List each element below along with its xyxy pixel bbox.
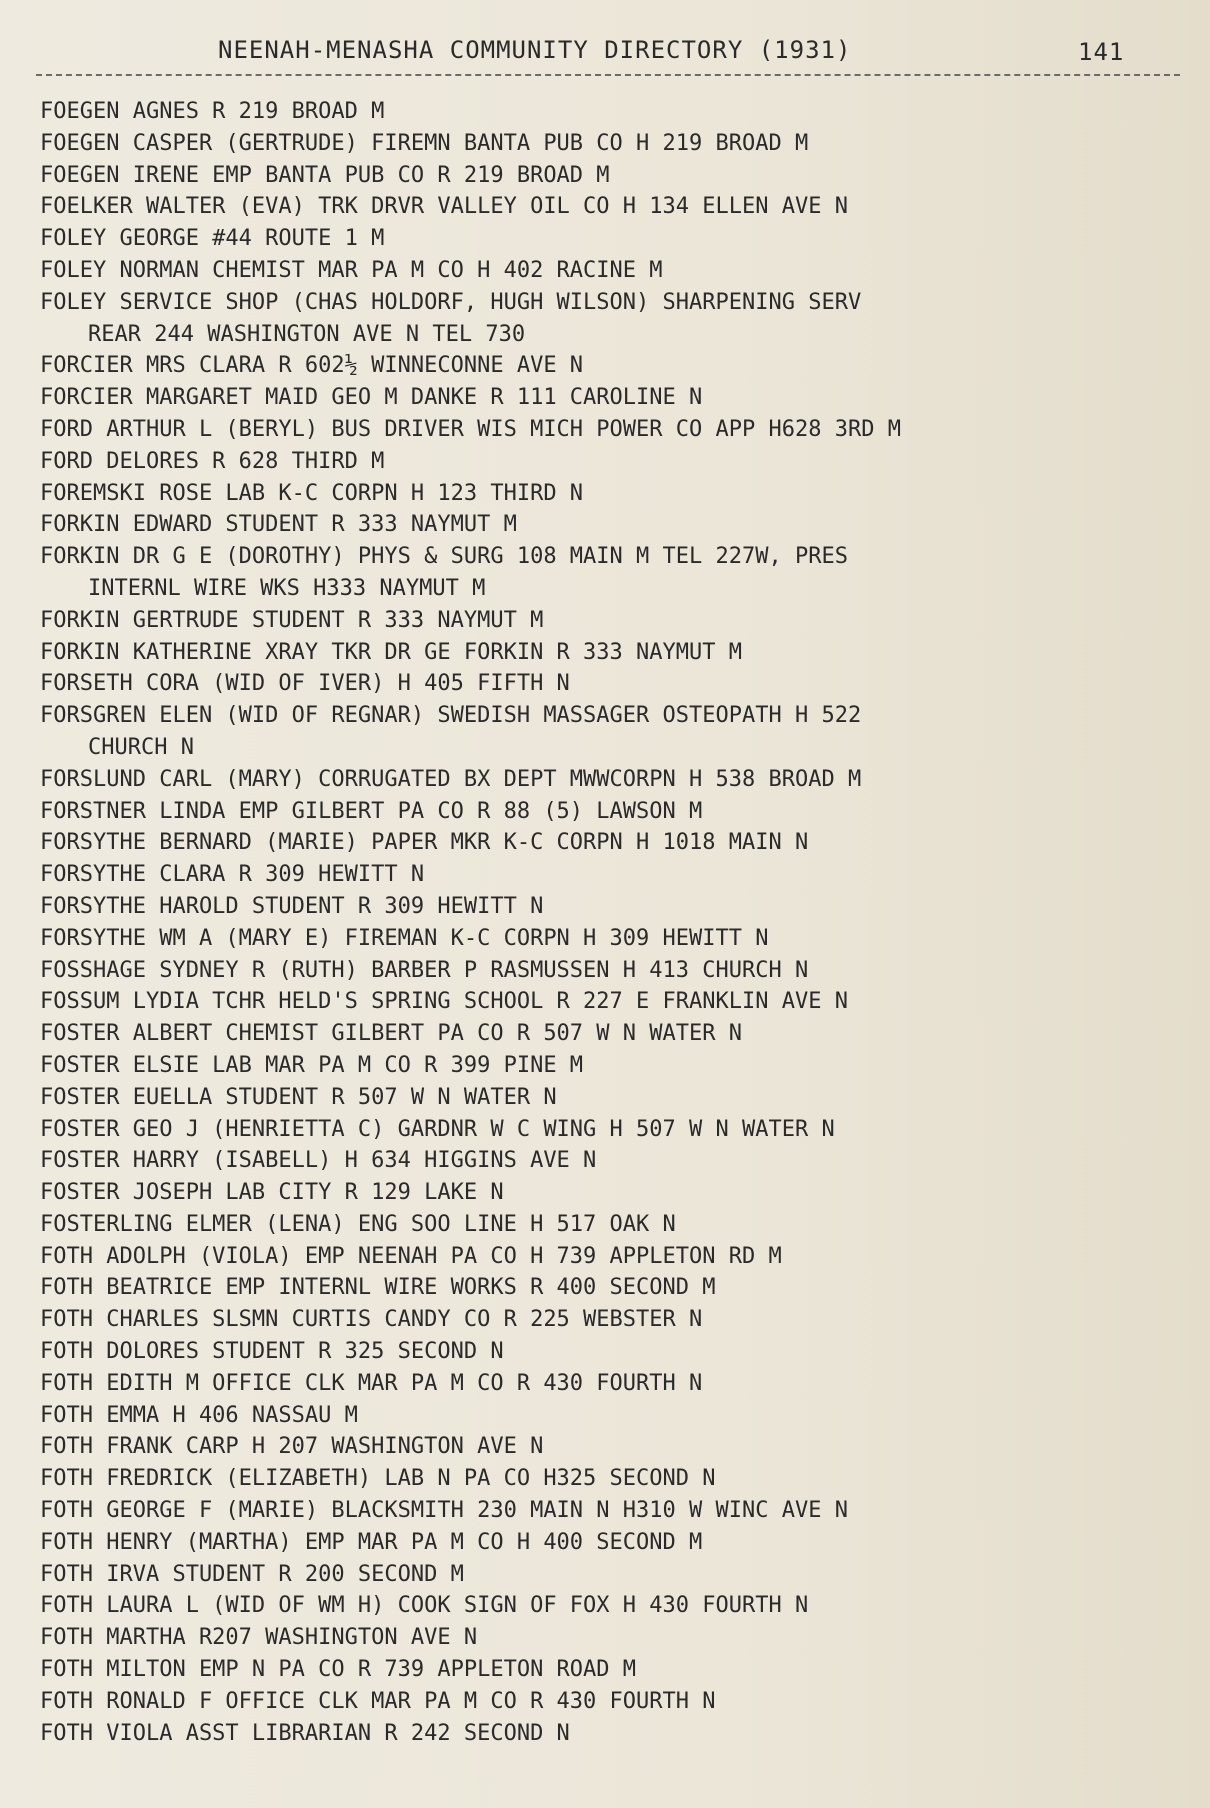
directory-entry: FOTH RONALD F OFFICE CLK MAR PA M CO R 430 FOURTH N (40, 1688, 716, 1714)
directory-entry: FORSYTHE WM A (MARY E) FIREMAN K-C CORPN H 309 HEWITT N (40, 925, 769, 951)
directory-entry: FOREMSKI ROSE LAB K-C CORPN H 123 THIRD N (40, 480, 584, 506)
directory-entry: FOSTER EUELLA STUDENT R 507 W N WATER N (40, 1084, 557, 1110)
directory-entry: FORD DELORES R 628 THIRD M (40, 448, 385, 474)
directory-entry-continuation: INTERNL WIRE WKS H333 NAYMUT M (88, 575, 486, 601)
directory-entry: FOTH FREDRICK (ELIZABETH) LAB N PA CO H325 SECOND N (40, 1466, 716, 1492)
directory-entry: FORSETH CORA (WID OF IVER) H 405 FIFTH N (40, 671, 570, 697)
directory-entry: FORSYTHE BERNARD (MARIE) PAPER MKR K-C CORPN H 1018 MAIN N (40, 830, 809, 856)
directory-entry: FOSTER ELSIE LAB MAR PA M CO R 399 PINE M (40, 1052, 584, 1078)
directory-entry: FORSYTHE CLARA R 309 HEWITT N (40, 862, 425, 888)
directory-entry: FORD ARTHUR L (BERYL) BUS DRIVER WIS MICH POWER CO APP H628 3RD M (40, 416, 901, 442)
directory-entry: FORKIN EDWARD STUDENT R 333 NAYMUT M (40, 512, 517, 538)
directory-entry: FOTH HENRY (MARTHA) EMP MAR PA M CO H 400 SECOND M (40, 1529, 703, 1555)
directory-entry: FOTH MARTHA R207 WASHINGTON AVE N (40, 1625, 478, 1651)
directory-entry: FOSTER GEO J (HENRIETTA C) GARDNR W C WING H 507 W N WATER N (40, 1116, 835, 1142)
directory-entry: FORSLUND CARL (MARY) CORRUGATED BX DEPT MWWCORPN H 538 BROAD M (40, 766, 862, 792)
directory-entry: FOLEY NORMAN CHEMIST MAR PA M CO H 402 RACINE M (40, 257, 663, 283)
directory-entry: FOSTER HARRY (ISABELL) H 634 HIGGINS AVE N (40, 1148, 597, 1174)
directory-entry: FOELKER WALTER (EVA) TRK DRVR VALLEY OIL CO H 134 ELLEN AVE N (40, 194, 848, 220)
directory-entry: FORCIER MRS CLARA R 602½ WINNECONNE AVE N (40, 353, 584, 379)
directory-entry: FORSTNER LINDA EMP GILBERT PA CO R 88 (5) LAWSON M (40, 798, 703, 824)
directory-entry: FORSGREN ELEN (WID OF REGNAR) SWEDISH MASSAGER OSTEOPATH H 522 (40, 703, 862, 729)
directory-entry: FOTH EMMA H 406 NASSAU M (40, 1402, 358, 1428)
directory-entry: FOEGEN AGNES R 219 BROAD M (40, 99, 385, 124)
directory-entry: FOSSUM LYDIA TCHR HELD'S SPRING SCHOOL R 227 E FRANKLIN AVE N (40, 989, 848, 1015)
directory-entry: FORKIN KATHERINE XRAY TKR DR GE FORKIN R 333 NAYMUT M (40, 639, 742, 665)
directory-entry: FOSTERLING ELMER (LENA) ENG SOO LINE H 517 OAK N (40, 1211, 676, 1237)
directory-entry: FOTH MILTON EMP N PA CO R 739 APPLETON ROAD M (40, 1657, 637, 1683)
directory-entry: FOLEY SERVICE SHOP (CHAS HOLDORF, HUGH WILSON) SHARPENING SERV (40, 289, 862, 315)
directory-entry: FORKIN DR G E (DOROTHY) PHYS & SURG 108 MAIN M TEL 227W, PRES (40, 544, 848, 570)
directory-entry: FORKIN GERTRUDE STUDENT R 333 NAYMUT M (40, 607, 544, 633)
header-divider (36, 74, 1180, 76)
directory-entry: FOTH FRANK CARP H 207 WASHINGTON AVE N (40, 1434, 544, 1460)
directory-entry: FOTH EDITH M OFFICE CLK MAR PA M CO R 430 FOURTH N (40, 1370, 703, 1396)
directory-entry-continuation: REAR 244 WASHINGTON AVE N TEL 730 (88, 321, 526, 347)
directory-entry: FOTH CHARLES SLSMN CURTIS CANDY CO R 225 WEBSTER N (40, 1307, 703, 1333)
directory-entry: FORCIER MARGARET MAID GEO M DANKE R 111 CAROLINE N (40, 385, 703, 411)
directory-entry: FORSYTHE HAROLD STUDENT R 309 HEWITT N (40, 893, 544, 919)
directory-entry: FOSSHAGE SYDNEY R (RUTH) BARBER P RASMUSSEN H 413 CHURCH N (40, 957, 809, 983)
directory-entry: FOTH DOLORES STUDENT R 325 SECOND N (40, 1339, 504, 1365)
directory-entry: FOEGEN IRENE EMP BANTA PUB CO R 219 BROAD M (40, 162, 610, 188)
directory-entry: FOSTER ALBERT CHEMIST GILBERT PA CO R 507 W N WATER N (40, 1021, 742, 1047)
directory-entry: FOLEY GEORGE #44 ROUTE 1 M (40, 226, 385, 252)
directory-entry: FOTH LAURA L (WID OF WM H) COOK SIGN OF FOX H 430 FOURTH N (40, 1593, 809, 1619)
directory-entries (40, 96, 1190, 1749)
directory-entry: FOTH GEORGE F (MARIE) BLACKSMITH 230 MAIN N H310 W WINC AVE N (40, 1498, 848, 1524)
page-title: NEENAH-MENASHA COMMUNITY DIRECTORY (1931) (218, 36, 852, 64)
directory-entry-continuation: CHURCH N (88, 734, 194, 760)
directory-entry: FOTH IRVA STUDENT R 200 SECOND M (40, 1561, 464, 1587)
page-number: 141 (1078, 38, 1125, 66)
directory-entry: FOTH BEATRICE EMP INTERNL WIRE WORKS R 400 SECOND M (40, 1275, 716, 1301)
directory-entry: FOEGEN CASPER (GERTRUDE) FIREMN BANTA PUB CO H 219 BROAD M (40, 130, 809, 156)
directory-entry: FOSTER JOSEPH LAB CITY R 129 LAKE N (40, 1180, 504, 1206)
directory-entry: FOTH VIOLA ASST LIBRARIAN R 242 SECOND N (40, 1720, 570, 1746)
directory-entry: FOTH ADOLPH (VIOLA) EMP NEENAH PA CO H 739 APPLETON RD M (40, 1243, 782, 1269)
page-header (0, 36, 1210, 76)
